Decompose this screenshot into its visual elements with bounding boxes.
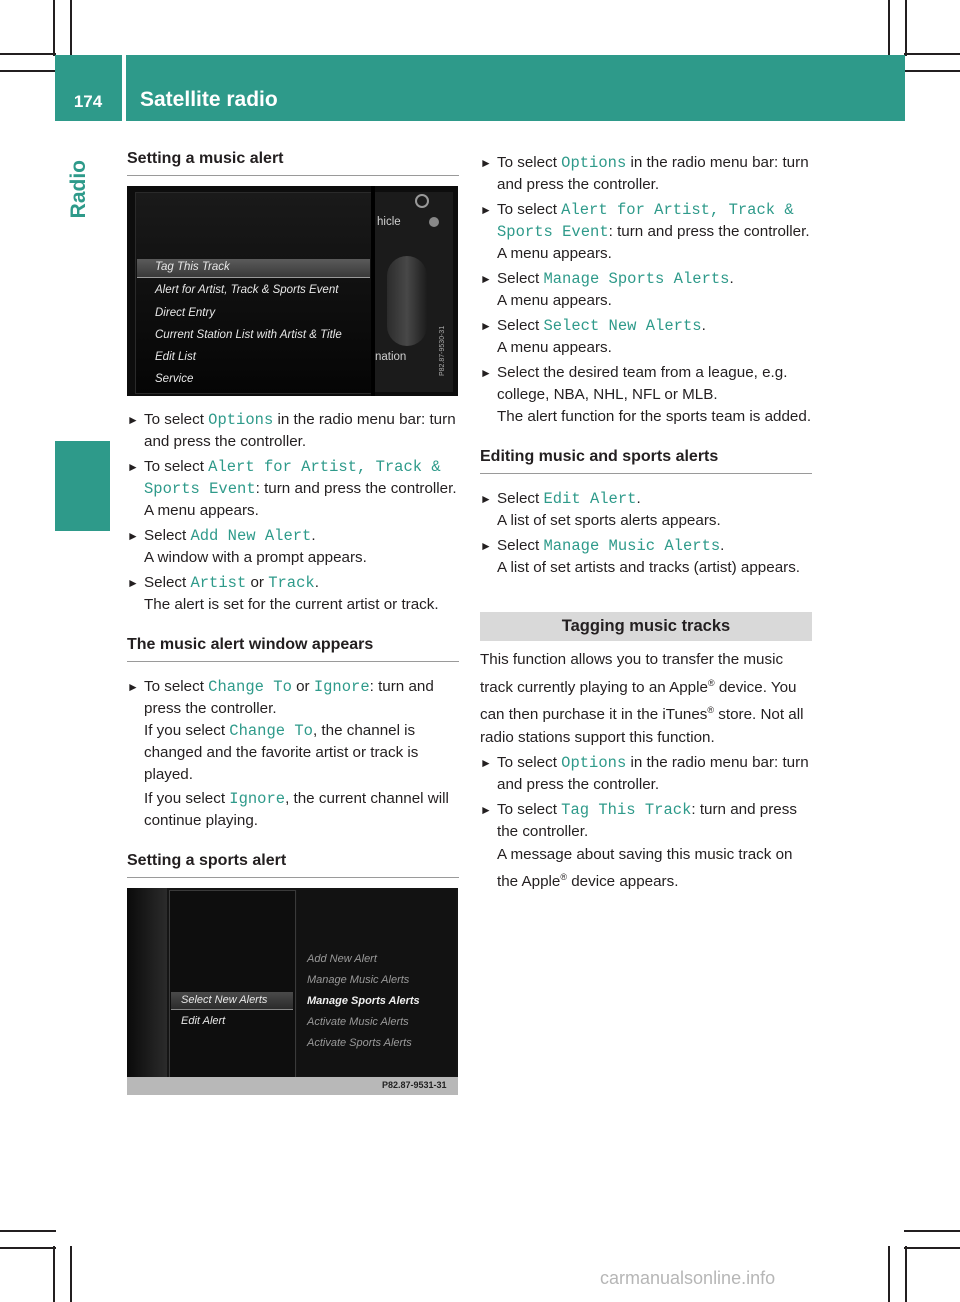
step: [127, 456, 459, 522]
step-text: Select: [497, 490, 544, 507]
crop-mark: [888, 0, 890, 56]
menu-code: Options: [208, 411, 274, 429]
step-result: [497, 843, 812, 893]
step-text: Select: [497, 537, 544, 554]
step-text: : turn and press the controller.: [255, 480, 457, 497]
crop-mark: [70, 1246, 72, 1302]
step-result: A menu appears.: [144, 502, 259, 519]
menu-code: Alert for Artist, Track & Sports Event: [144, 458, 441, 498]
crop-mark: [53, 1246, 55, 1302]
screen-code: P82.87-9531-31: [382, 1080, 447, 1090]
crop-mark: [70, 0, 72, 56]
arrow-icon: ►: [480, 272, 492, 286]
arrow-icon: ►: [480, 756, 492, 771]
step: [127, 572, 459, 616]
arrow-icon: ►: [127, 576, 139, 590]
step-text: A message about saving this music track on the Apple: [497, 846, 793, 891]
screen-right-menu-item: Activate Sports Alerts: [307, 1037, 412, 1049]
step: [480, 535, 812, 579]
menu-code: Manage Music Alerts: [543, 537, 721, 555]
step-result: A window with a prompt appears.: [144, 549, 367, 566]
screen-menu-item: Current Station List with Artist & Title: [155, 329, 342, 341]
section-tab: [55, 441, 110, 531]
registered-mark: ®: [707, 705, 715, 716]
step: [480, 362, 812, 428]
screen-left-menu-item: Edit Alert: [181, 1015, 226, 1027]
step-text: To select: [497, 154, 562, 171]
step-text: or: [246, 574, 269, 591]
step: [480, 488, 812, 532]
step-text: If you select: [144, 790, 230, 807]
header-divider: [122, 55, 126, 121]
step-text: Select: [144, 574, 191, 591]
step-text: .: [729, 270, 734, 287]
step-text: : turn and press the controller.: [144, 678, 434, 717]
step-result: The alert function for the sports team is added.: [497, 408, 812, 425]
menu-code: Track: [268, 574, 315, 592]
step-result: A menu appears.: [497, 339, 612, 356]
step-text: or: [291, 678, 314, 695]
step-text: To select: [497, 754, 562, 772]
step-text: Select: [497, 270, 544, 287]
arrow-icon: ►: [127, 680, 139, 694]
music-alert-screenshot: [127, 186, 458, 396]
menu-code: Artist: [190, 574, 247, 592]
step-text: .: [720, 537, 725, 554]
step-text: in the radio menu bar: turn and press the controller.: [497, 154, 809, 193]
step-text: in the radio menu bar: turn and press the controller.: [144, 411, 456, 450]
crop-mark: [53, 0, 55, 56]
page-number: 174: [73, 92, 103, 111]
step: [480, 799, 812, 893]
screen-right-bottom: nation: [375, 351, 407, 363]
step: [127, 409, 459, 453]
menu-code: Ignore: [229, 790, 286, 808]
menu-code: Options: [561, 154, 627, 172]
step-text: Select the desired team from a league, e.g. college, NBA, NHL, NFL or MLB.: [497, 364, 788, 403]
arrow-icon: ►: [480, 203, 492, 217]
menu-code: Edit Alert: [543, 490, 637, 508]
step-result: A menu appears.: [497, 292, 612, 309]
music-alert-heading: Setting a music alert: [127, 150, 459, 176]
menu-code: Alert for Artist, Track & Sports Event: [497, 201, 794, 241]
arrow-icon: ►: [127, 529, 139, 543]
intro-text: device. You can then purchase it in the iTunes: [480, 678, 797, 724]
screen-right-menu-item: Activate Music Alerts: [307, 1016, 409, 1028]
arrow-icon: ►: [480, 803, 492, 818]
sports-alert-heading: Setting a sports alert: [127, 852, 459, 878]
step-result: [144, 788, 459, 832]
screen-right-icon: [415, 194, 429, 208]
step: [480, 152, 812, 196]
menu-code: Tag This Track: [561, 801, 692, 820]
screen-left-menu-item: Select New Alerts: [181, 994, 268, 1006]
crop-mark: [0, 1230, 56, 1232]
step-result: A menu appears.: [497, 245, 612, 262]
arrow-icon: ►: [127, 460, 139, 474]
crop-mark: [0, 1247, 56, 1249]
crop-mark: [905, 1246, 907, 1302]
menu-code: Change To: [208, 678, 292, 696]
crop-mark: [904, 1230, 960, 1232]
step-text: , the channel is changed and the favorite artist or track is played.: [144, 722, 419, 783]
arrow-icon: ►: [480, 319, 492, 333]
step-text: in the radio menu bar: turn and press the controller.: [497, 754, 809, 794]
step-text: .: [701, 317, 706, 334]
step-text: .: [311, 527, 316, 544]
editing-heading: Editing music and sports alerts: [480, 448, 812, 474]
intro-text: store. Not all radio stations support this function.: [480, 706, 804, 746]
step: [480, 315, 812, 359]
step-text: , the current channel will continue playing.: [144, 790, 449, 829]
step-text: To select: [144, 678, 209, 695]
step-text: : turn and press the controller.: [608, 223, 810, 240]
crop-mark: [904, 53, 960, 55]
crop-mark: [0, 70, 56, 72]
step: [127, 525, 459, 569]
step-result: The alert is set for the current artist or track.: [144, 596, 439, 613]
menu-code: Options: [561, 754, 627, 773]
arrow-icon: ►: [480, 492, 492, 506]
watermark: carmanualsonline.info: [600, 1268, 776, 1288]
screen-right-top: hicle: [377, 216, 401, 228]
step: [480, 752, 812, 796]
intro-text: This function allows you to transfer the music track currently playing to an Apple: [480, 651, 784, 696]
screen-right-icon: [429, 217, 439, 227]
window-appears-heading: The music alert window appears: [127, 636, 459, 662]
step-text: .: [314, 574, 319, 591]
screen-right-menu-item: Add New Alert: [307, 953, 377, 965]
menu-code: Add New Alert: [190, 527, 312, 545]
step: [127, 676, 459, 832]
step-text: To select: [144, 411, 209, 428]
step: [480, 268, 812, 312]
crop-mark: [0, 53, 56, 55]
arrow-icon: ►: [480, 156, 492, 170]
screen-right-menu-item: Manage Music Alerts: [307, 974, 410, 986]
registered-mark: ®: [707, 677, 715, 688]
menu-code: Select New Alerts: [543, 317, 702, 335]
screen-menu-item: Tag This Track: [155, 261, 230, 273]
step-result: [144, 720, 459, 786]
step-text: device appears.: [566, 873, 679, 891]
crop-mark: [905, 0, 907, 56]
tagging-intro: [480, 649, 812, 749]
step-text: To select: [497, 801, 562, 819]
knob-graphic: [387, 256, 427, 346]
screen-menu-item: Service: [155, 373, 194, 385]
menu-code: Change To: [229, 722, 313, 740]
sports-alert-screenshot: [127, 888, 458, 1095]
step-text: .: [636, 490, 641, 507]
screen-menu-item: Alert for Artist, Track & Sports Event: [155, 284, 339, 296]
menu-code: Ignore: [313, 678, 370, 696]
step-text: Select: [497, 317, 544, 334]
crop-mark: [904, 70, 960, 72]
screen-right-menu-item: Manage Sports Alerts: [307, 995, 420, 1007]
menu-code: Manage Sports Alerts: [543, 270, 730, 288]
chapter-title: Satellite radio: [140, 88, 278, 111]
crop-mark: [888, 1246, 890, 1302]
screen-left-panel: [169, 890, 296, 1078]
left-column: [127, 150, 459, 1095]
tagging-heading: Tagging music tracks: [480, 612, 812, 641]
step-text: : turn and press the controller.: [497, 801, 797, 841]
screen-code: P82.87-9530-31: [439, 325, 446, 376]
arrow-icon: ►: [480, 366, 492, 380]
registered-mark: ®: [560, 872, 567, 883]
screen-menu-item: Direct Entry: [155, 307, 216, 319]
screen-left-strip: [127, 888, 167, 1078]
step-text: If you select: [144, 722, 230, 739]
section-label: Radio: [67, 160, 90, 219]
step: [480, 199, 812, 265]
step-text: To select: [144, 458, 209, 475]
screen-menu-item: Edit List: [155, 351, 196, 363]
crop-mark: [904, 1247, 960, 1249]
arrow-icon: ►: [480, 539, 492, 553]
arrow-icon: ►: [127, 413, 139, 427]
screen-divider: [371, 186, 375, 396]
step-result: A list of set artists and tracks (artist) appears.: [497, 559, 801, 576]
step-text: To select: [497, 201, 562, 218]
step-result: A list of set sports alerts appears.: [497, 512, 721, 529]
right-column: [480, 152, 812, 896]
step-text: Select: [144, 527, 191, 544]
